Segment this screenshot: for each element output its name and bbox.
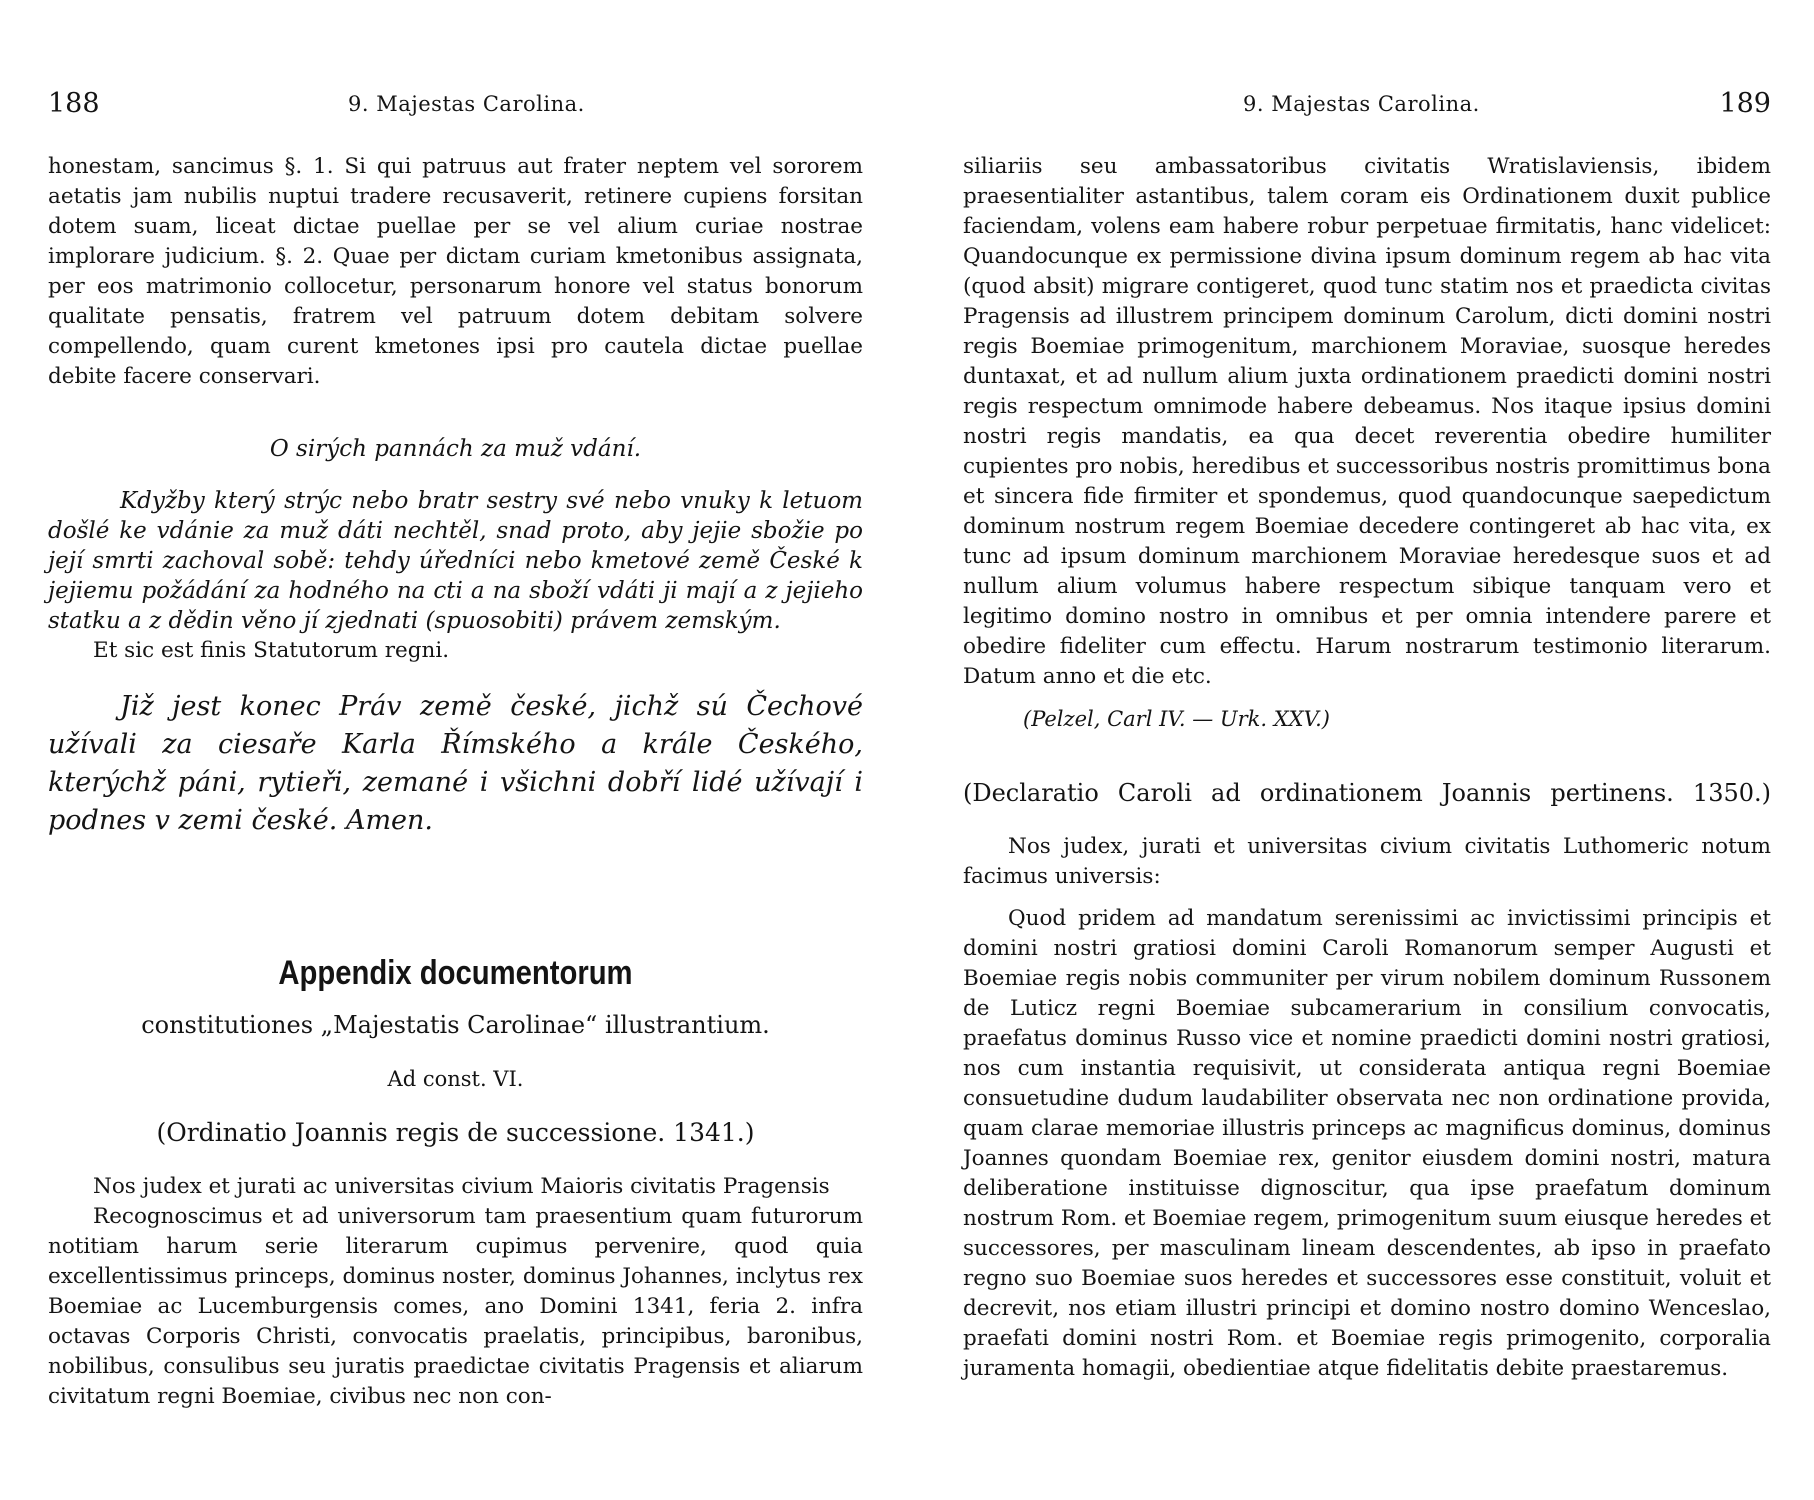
czech-section-heading: O sirých pannách za muž vdání. <box>269 436 642 462</box>
right-page <box>963 0 1771 1500</box>
document-title-1341: (Ordinatio Joannis regis de successione. 1341.) <box>156 1118 755 1147</box>
appendix-subtitle: constitutiones „Majestatis Carolinae“ illustrantium. <box>141 1011 770 1039</box>
document-body-1350: Quod pridem ad mandatum serenissimi ac invictissimi principis et domini nostri gratiosi domini Caroli Romanorum semper Augusti et Boemiae regis nobis communiter per virum nobilem dominum Russonem de Luticz regni Boemiae subcamerarium in consilium convocatis, praefatus dominus Russo vice et nomine praedicti domini nostri gratiosi, nos cum instantia requisivit, ut considerata antiqua regni Boemiae consuetudine dudum laudabiliter observata nec non ordinatione provida, quam clarae memoriae illustris princeps ac magnificus dominus, dominus Joannes quondam Boemiae rex, genitor eiusdem domini nostri, matura deliberatione instituisse dignoscitur, qua ipse praefatum dominum nostrum Rom. et Boemiae regem, primogenitum suum eiusque heredes et successores, per masculinam lineam descendentes, ab ipso in praefato regno suo Boemiae suos heredes et successores esse constituit, voluit et decrevit, nos etiam illustri principi et domino nostro domino Wenceslao, praefati domini nostri Rom. et Boemiae regis primogenito, corporalia juramenta homagii, obedientiae atque fidelitatis debite praestaremus. <box>963 906 1771 1381</box>
running-title-right: 9. Majestas Carolina. <box>1243 92 1480 116</box>
left-page-body <box>48 152 863 1412</box>
document-intro-1350: Nos judex, jurati et universitas civium civitatis Luthomeric notum facimus universis: <box>963 834 1771 889</box>
appendix-title: Appendix documentorum <box>278 954 633 992</box>
finis-line: Et sic est finis Statutorum regni. <box>93 638 450 663</box>
running-head-left <box>48 88 863 122</box>
right-page-body <box>963 152 1771 1384</box>
running-head-right <box>963 88 1771 122</box>
document-continuation-1341: siliariis seu ambassatoribus civitatis Wratislaviensis, ibidem praesentialiter astantibus, talem coram eis Ordinationem duxit publice faciendam, volens eam habere robur perpetuae firmitatis, hanc videlicet: Quandocunque ex permissione divina ipsum dominum regem ab hac vita (quod absit) migrare contigeret, quod tunc statim nos et praedicta civitas Pragensis ad illustrem principem dominum Carolum, dicti domini nostri regis Boemiae primogenitum, marchionem Moraviae, suosque heredes duntaxat, et ad nullum alium juxta ordinationem praedicti domini nostri regis respectum omnimode habere debeamus. Nos itaque ipsius domini nostri regis mandatis, ea qua decet reverentia obedire humiliter cupientes pro nobis, heredibus et successoribus nostris promittimus bona et sincera fide firmiter et spondemus, quod quandocunque saepedictum dominum nostrum regem Boemiae decedere contingeret ab hac vita, ex tunc ad ipsum dominum marchionem Moraviae heredesque suos et ad nullum alium volumus habere respectum sibique tanquam vero et legitimo domino nostro in omnibus et per omnia intendere parere et obedire fideliter cum effectu. Harum nostrarum testimonio literarum. Datum anno et die etc. <box>963 154 1771 689</box>
source-citation: (Pelzel, Carl IV. — Urk. XXV.) <box>1023 707 1330 731</box>
czech-closing-paragraph: Již jest konec Práv země české, jichž sú Čechové užívali za ciesaře Karla Římského a krále Českého, kterýchž páni, rytieři, zemané i všichni dobří lidé užívají i podnes v zemi české. Amen. <box>48 691 863 836</box>
czech-statute-paragraph: Kdyžby který strýc nebo bratr sestry své nebo vnuky k letuom došlé ke vdánie za muž dáti nechtěl, snad proto, aby jejie sbožie po její smrti zachoval sobě: tehdy úředníci nebo kmetové země České k jejiemu požádání za hodného na cti a na sboží vdáti ji mají a z jejieho statku a z dědin věno jí zjednati (spuosobiti) právem zemským. <box>48 488 863 634</box>
document-intro-1341: Nos judex et jurati ac universitas civium Maioris civitatis Pragensis <box>93 1174 830 1199</box>
left-page <box>48 0 863 1500</box>
document-body-1341: Recognoscimus et ad universorum tam praesentium quam futurorum notitiam harum serie literarum cupimus pervenire, quod quia excellentissimus princeps, dominus noster, dominus Johannes, inclytus rex Boemiae ac Lucemburgensis comes, ano Domini 1341, feria 2. infra octavas Corporis Christi, convocatis praelatis, principibus, baronibus, nobilibus, consulibus seu juratis praedictae civitatis Pragensis et aliarum civitatum regni Boemiae, civibus nec non con- <box>48 1204 863 1409</box>
ad-const-heading: Ad const. VI. <box>387 1067 524 1091</box>
page-number-left: 188 <box>48 88 100 119</box>
document-title-1350: (Declaratio Caroli ad ordinationem Joannis pertinens. 1350.) <box>963 779 1771 807</box>
latin-statute-paragraph: honestam, sancimus §. 1. Si qui patruus aut frater neptem vel sororem aetatis jam nubilis nuptui tradere recusaverit, retinere cupiens forsitan dotem suam, liceat dictae puellae per se vel alium curiae nostrae implorare judicium. §. 2. Quae per dictam curiam kmetonibus assignata, per eos matrimonio collocetur, personarum honore vel status bonorum qualitate pensatis, fratrem vel patruum dotem debitam solvere compellendo, quam curent kmetones ipsi pro cautela dictae puellae debite facere conservari. <box>48 154 863 389</box>
page-number-right: 189 <box>1719 88 1771 119</box>
running-title-left: 9. Majestas Carolina. <box>348 92 585 116</box>
